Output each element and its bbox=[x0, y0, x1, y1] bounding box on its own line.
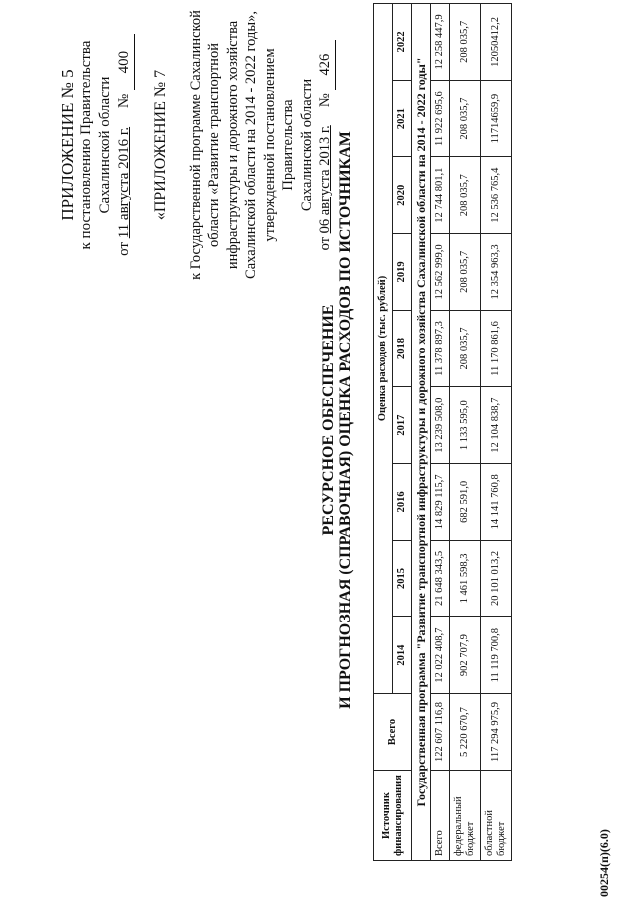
program-row bbox=[412, 4, 431, 861]
program-title: Государственная программа "Развитие транспортной инфраструктуры и дорожного хозяйства Сахалинской области на 2014 - 2022 годы" bbox=[412, 4, 431, 861]
appendix-7-line: Сахалинской области bbox=[298, 78, 315, 212]
row-value: 208 035,7 bbox=[450, 234, 481, 311]
row-value: 12 536 765,4 bbox=[481, 157, 512, 234]
year-header: 2016 bbox=[393, 464, 412, 541]
row-value: 11714659,9 bbox=[481, 80, 512, 157]
year-header: 2015 bbox=[393, 540, 412, 617]
appendix-5-line2: Сахалинской области bbox=[97, 76, 113, 214]
appendix-7-line: Сахалинской области на 2014 - 2022 годы», bbox=[243, 11, 259, 279]
row-value: 1 133 595,0 bbox=[450, 387, 481, 464]
year-header: 2020 bbox=[393, 157, 412, 234]
row-source: Всего bbox=[431, 771, 450, 861]
row-value: 12 354 963,3 bbox=[481, 234, 512, 311]
table-row bbox=[481, 4, 512, 861]
table-header-row bbox=[374, 4, 393, 861]
row-source: областной бюджет bbox=[481, 771, 512, 861]
row-value: 11 922 695,6 bbox=[431, 80, 450, 157]
row-value: 12050412,2 bbox=[481, 4, 512, 81]
row-value: 13 239 508,0 bbox=[431, 387, 450, 464]
appendix-5-number: 400 bbox=[115, 34, 135, 90]
row-value: 12 258 447,9 bbox=[431, 4, 450, 81]
row-value: 12 022 408,7 bbox=[431, 617, 450, 694]
appendix-5-num-prefix: № bbox=[116, 93, 132, 109]
year-header: 2019 bbox=[393, 234, 412, 311]
resource-table bbox=[373, 3, 512, 861]
appendix-7-num-prefix: № bbox=[317, 93, 333, 108]
year-header: 2014 bbox=[393, 617, 412, 694]
row-total: 122 607 116,8 bbox=[431, 693, 450, 770]
appendix-7-block bbox=[152, 5, 336, 285]
row-value: 208 035,7 bbox=[450, 157, 481, 234]
appendix-5-title: ПРИЛОЖЕНИЕ № 5 bbox=[58, 69, 77, 221]
row-value: 682 591,0 bbox=[450, 464, 481, 541]
row-value: 12 104 838,7 bbox=[481, 387, 512, 464]
row-value: 11 119 700,8 bbox=[481, 617, 512, 694]
row-value: 12 744 801,1 bbox=[431, 157, 450, 234]
table-row bbox=[450, 4, 481, 861]
row-total: 117 294 975,9 bbox=[481, 693, 512, 770]
year-header: 2022 bbox=[393, 4, 412, 81]
appendix-7-line: утвержденной постановлением Правительства bbox=[261, 48, 296, 242]
row-value: 208 035,7 bbox=[450, 310, 481, 387]
appendix-7-line: инфраструктуры и дорожного хозяйства bbox=[224, 20, 241, 270]
appendix-7-title: «ПРИЛОЖЕНИЕ № 7 bbox=[152, 69, 169, 221]
row-value: 20 101 013,2 bbox=[481, 540, 512, 617]
heading-line1: РЕСУРСНОЕ ОБЕСПЕЧЕНИЕ bbox=[320, 304, 337, 536]
row-value: 11 170 861,6 bbox=[481, 310, 512, 387]
row-source: федеральный бюджет bbox=[450, 771, 481, 861]
year-header: 2021 bbox=[393, 80, 412, 157]
appendix-5-block bbox=[58, 0, 135, 290]
table-row bbox=[431, 4, 450, 861]
row-value: 21 648 343,5 bbox=[431, 540, 450, 617]
appendix-7-date: 06 августа 2013 г. bbox=[317, 125, 333, 234]
document-heading bbox=[320, 40, 354, 800]
row-value: 14 829 115,7 bbox=[431, 464, 450, 541]
row-value: 208 035,7 bbox=[450, 4, 481, 81]
appendix-7-line: к Государственной программе Сахалинской bbox=[187, 10, 204, 280]
year-header: 2017 bbox=[393, 387, 412, 464]
appendix-7-line: области «Развитие транспортной bbox=[206, 43, 222, 247]
row-value: 902 707,9 bbox=[450, 617, 481, 694]
row-value: 11 378 897,3 bbox=[431, 310, 450, 387]
appendix-7-date-prefix: от bbox=[317, 237, 333, 251]
appendix-5-date: 11 августа 2016 г. bbox=[116, 126, 132, 239]
footer-code: 00254(п)(6.0) bbox=[597, 829, 611, 897]
row-value: 208 035,7 bbox=[450, 80, 481, 157]
row-value: 1 461 598,3 bbox=[450, 540, 481, 617]
heading-line2: И ПРОГНОЗНАЯ (СПРАВОЧНАЯ) ОЦЕНКА РАСХОДОВ ПО ИСТОЧНИКАМ bbox=[337, 131, 354, 709]
row-total: 5 220 670,7 bbox=[450, 693, 481, 770]
appendix-5-date-prefix: от bbox=[116, 242, 132, 256]
row-value: 14 141 760,8 bbox=[481, 464, 512, 541]
row-value: 12 562 999,0 bbox=[431, 234, 450, 311]
header-estimate: Оценка расходов (тыс. рублей) bbox=[374, 4, 393, 694]
year-header: 2018 bbox=[393, 310, 412, 387]
header-source: Источник финансирования bbox=[374, 771, 412, 861]
header-total: Всего bbox=[374, 693, 412, 770]
appendix-5-date-line bbox=[115, 0, 135, 290]
appendix-7-number: 426 bbox=[316, 40, 336, 90]
appendix-5-line1: к постановлению Правительства bbox=[78, 40, 94, 250]
